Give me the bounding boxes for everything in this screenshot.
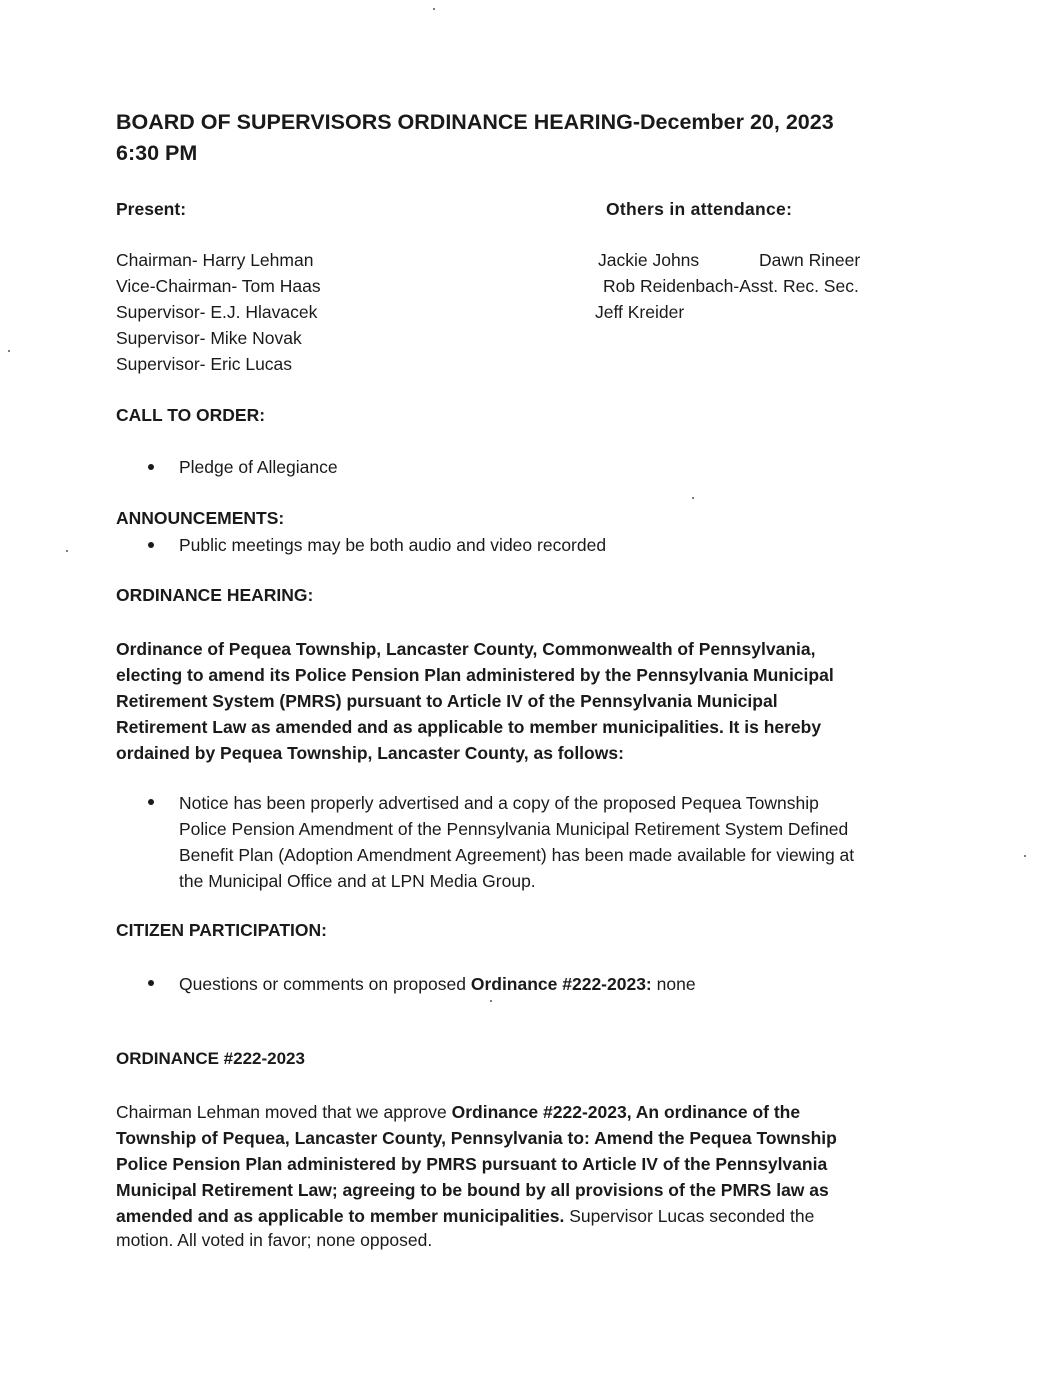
ordinance-222-heading: ORDINANCE #222-2023 [116, 1049, 305, 1068]
present-member: Vice-Chairman- Tom Haas [116, 276, 321, 296]
motion-text: Supervisor Lucas seconded the [564, 1206, 815, 1226]
citizen-participation-item [179, 971, 696, 997]
call-to-order-item: Pledge of Allegiance [179, 457, 338, 477]
motion-line: Municipal Retirement Law; agreeing to be bound by all provisions of the PMRS law as [116, 1180, 829, 1200]
notice-line: Notice has been properly advertised and a copy of the proposed Pequea Township [179, 793, 819, 813]
motion-text: Chairman Lehman moved that we approve [116, 1102, 452, 1122]
notice-line: the Municipal Office and at LPN Media Group. [179, 871, 536, 891]
scan-speck [490, 1000, 492, 1002]
present-member: Supervisor- Eric Lucas [116, 354, 293, 374]
scan-speck [1024, 855, 1026, 857]
motion-line: Police Pension Plan administered by PMRS pursuant to Article IV of the Pennsylvania [116, 1154, 828, 1174]
attendee-name: Dawn Rineer [759, 250, 861, 270]
present-member: Supervisor- Mike Novak [116, 328, 302, 348]
announcements-heading: ANNOUNCEMENTS: [116, 508, 285, 528]
attendee-name: Jeff Kreider [595, 302, 685, 322]
others-heading: Others in attendance: [606, 199, 793, 219]
document-title: BOARD OF SUPERVISORS ORDINANCE HEARING-December 20, 2023 [116, 110, 834, 134]
notice-line: Police Pension Amendment of the Pennsylvania Municipal Retirement System Defined [179, 819, 849, 839]
motion-line [116, 1099, 800, 1125]
ordinance-text-line: Ordinance of Pequea Township, Lancaster County, Commonwealth of Pennsylvania, [116, 639, 816, 659]
notice-line: Benefit Plan (Adoption Amendment Agreement) has been made available for viewing at [179, 845, 855, 865]
citizen-item-suffix: none [651, 974, 696, 994]
scan-speck [66, 550, 68, 552]
motion-line: motion. All voted in favor; none opposed. [116, 1230, 433, 1250]
scan-speck [8, 350, 10, 352]
bullet-icon [148, 980, 154, 986]
bullet-icon [148, 542, 154, 548]
ordinance-text-line: Retirement System (PMRS) pursuant to Article IV of the Pennsylvania Municipal [116, 691, 778, 711]
announcement-item: Public meetings may be both audio and video recorded [179, 535, 607, 555]
citizen-item-ordinance: Ordinance #222-2023: [470, 974, 652, 994]
ordinance-text-line: Retirement Law as amended and as applicable to member municipalities. It is hereby [116, 717, 822, 737]
scan-speck [433, 8, 435, 10]
attendee-name: Jackie Johns [598, 250, 700, 270]
present-member: Chairman- Harry Lehman [116, 250, 314, 270]
present-member: Supervisor- E.J. Hlavacek [116, 302, 318, 322]
bullet-icon [148, 799, 154, 805]
call-to-order-heading: CALL TO ORDER: [116, 405, 266, 425]
ordinance-text-line: ordained by Pequea Township, Lancaster County, as follows: [116, 743, 624, 763]
scan-speck [692, 497, 694, 499]
motion-line: Township of Pequea, Lancaster County, Pennsylvania to: Amend the Pequea Township [116, 1128, 837, 1148]
motion-ordinance: amended and as applicable to member municipalities. [116, 1206, 565, 1226]
motion-ordinance: Ordinance #222-2023, An ordinance of the [451, 1102, 801, 1122]
document-time: 6:30 PM [116, 141, 198, 165]
ordinance-text-line: electing to amend its Police Pension Plan administered by the Pennsylvania Municipal [116, 665, 834, 685]
bullet-icon [148, 464, 154, 470]
citizen-participation-heading: CITIZEN PARTICIPATION: [116, 920, 327, 940]
ordinance-hearing-heading: ORDINANCE HEARING: [116, 585, 314, 605]
citizen-item-prefix: Questions or comments on proposed [179, 974, 471, 994]
present-heading: Present: [116, 199, 187, 219]
motion-line [116, 1203, 814, 1229]
attendee-name: Rob Reidenbach-Asst. Rec. Sec. [603, 276, 859, 296]
